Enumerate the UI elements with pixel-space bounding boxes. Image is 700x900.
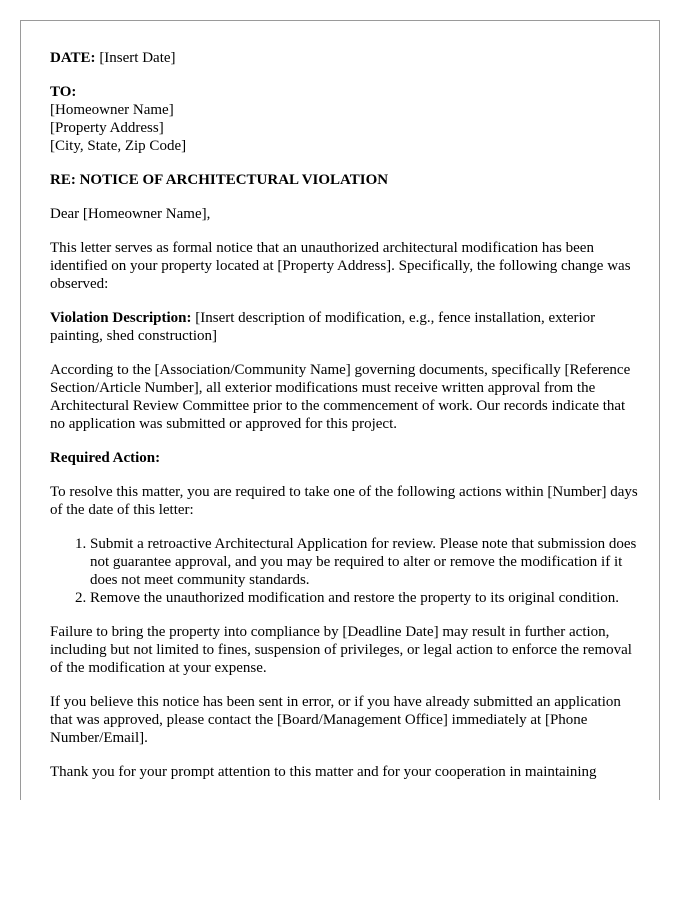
recipient-city-state-zip: [City, State, Zip Code] (50, 138, 187, 154)
subject-line: RE: NOTICE OF ARCHITECTURAL VIOLATION (50, 172, 389, 188)
letter-page (20, 20, 660, 800)
to-label: TO: (50, 84, 77, 100)
intro-paragraph: This letter serves as formal notice that an unauthorized architectural modification has been identified on your property located at [Property Address]. Specifically, the following change was observed: (50, 240, 631, 292)
letter-body (50, 49, 640, 797)
violation-text: [Insert description of modification, e.g., fence installation, exterior painting, shed construction] (50, 310, 596, 344)
required-action-heading: Required Action: (50, 450, 161, 466)
failure-paragraph: Failure to bring the property into compliance by [Deadline Date] may result in further action, including but not limited to fines, suspension of privileges, or legal action to enforce the removal of the modification at your expense. (50, 624, 632, 676)
list-item: 1. Submit a retroactive Architectural Application for review. Please note that submission does not guarantee approval, and you may be required to alter or remove the modification if it does not meet community standards. (90, 535, 640, 589)
recipient-name: [Homeowner Name] (50, 102, 174, 118)
salutation: Dear [Homeowner Name], (50, 206, 211, 222)
date-line (50, 49, 640, 67)
list-item: 2. Remove the unauthorized modification and restore the property to its original condition. (90, 589, 640, 607)
violation-paragraph (50, 309, 640, 345)
date-value: [Insert Date] (95, 50, 176, 66)
error-notice-paragraph: If you believe this notice has been sent in error, or if you have already submitted an application that was approved, please contact the [Board/Management Office] immediately at [Phone Number/Email]. (50, 694, 621, 746)
violation-label: Violation Description: (50, 310, 192, 326)
date-label: DATE: (50, 50, 96, 66)
recipient-block (50, 83, 640, 155)
governing-paragraph: According to the [Association/Community Name] governing documents, specifically [Reference Section/Article Number], all exterior modifications must receive written approval from the Architectural Review Committee prior to the commencement of work. Our records indicate that no application was submitted or approved for this project. (50, 362, 631, 432)
closing-paragraph: Thank you for your prompt attention to this matter and for your cooperation in maintaining (50, 764, 597, 780)
resolve-intro: To resolve this matter, you are required to take one of the following actions within [Number] days of the date of this letter: (50, 484, 638, 518)
recipient-address: [Property Address] (50, 120, 164, 136)
action-list (50, 535, 640, 607)
